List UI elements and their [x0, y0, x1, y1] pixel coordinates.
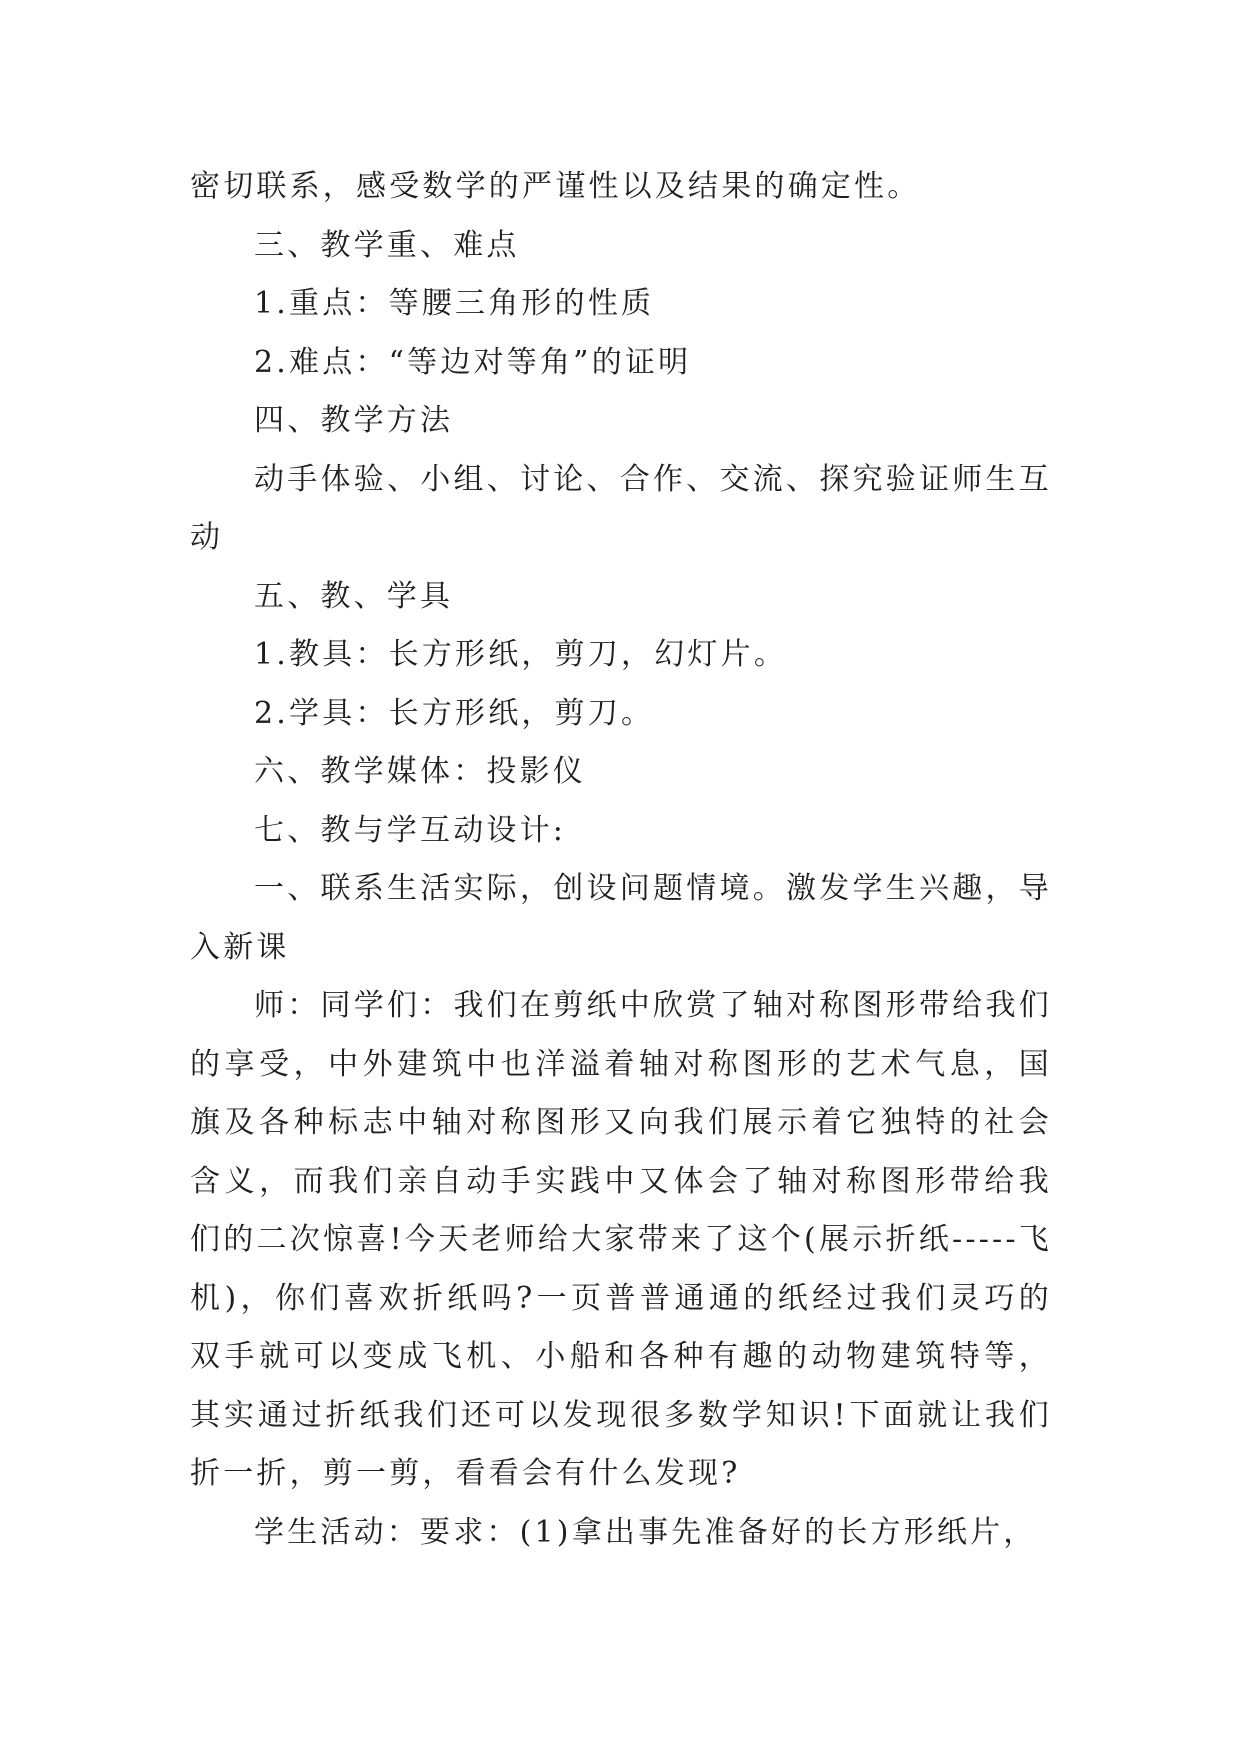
document-body	[190, 158, 1052, 1562]
heading-teaching-media: 六、教学媒体：投影仪	[254, 754, 586, 789]
heading-interaction-design: 七、教与学互动设计:	[254, 812, 567, 848]
heading-teaching-tools: 五、教、学具	[254, 578, 454, 614]
student-activity-text: 学生活动：要求：(1)拿出事先准备好的长方形纸片，	[254, 1514, 1037, 1550]
focus-point: 1.重点：等腰三角形的性质	[254, 286, 655, 321]
teacher-introduction-text: 师：同学们：我们在剪纸中欣赏了轴对称图形带给我们的享受，中外建筑中也洋溢着轴对称图形的艺术气息，国旗及各种标志中轴对称图形又向我们展示着它独特的社会含义，而我们亲自动手实践中又体会了轴对称图形带给我们的二次惊喜!今天老师给大家带来了这个(展示折纸-----飞机)，你们喜欢折纸吗?一页普普通通的纸经过我们灵巧的双手就可以变成飞机、小船和各种有趣的动物建筑特等，其实通过折纸我们还可以发现很多数学知识!下面就让我们折一折，剪一剪，看看会有什么发现?	[190, 988, 1052, 1491]
student-tools: 2.学具：长方形纸，剪刀。	[254, 695, 655, 731]
teacher-tools: 1.教具：长方形纸，剪刀，幻灯片。	[254, 637, 788, 672]
difficulty-point: 2.难点：“等边对等角”的证明	[254, 344, 692, 380]
teaching-methods-text: 动手体验、小组、讨论、合作、交流、探究验证师生互动	[190, 461, 1052, 555]
heading-teaching-focus: 三、教学重、难点	[254, 227, 520, 263]
paragraph-continuation: 密切联系，感受数学的严谨性以及结果的确定性。	[190, 169, 921, 204]
heading-teaching-methods: 四、教学方法	[254, 403, 454, 438]
section-introduction-title: 一、联系生活实际，创设问题情境。激发学生兴趣，导入新课	[190, 871, 1052, 965]
